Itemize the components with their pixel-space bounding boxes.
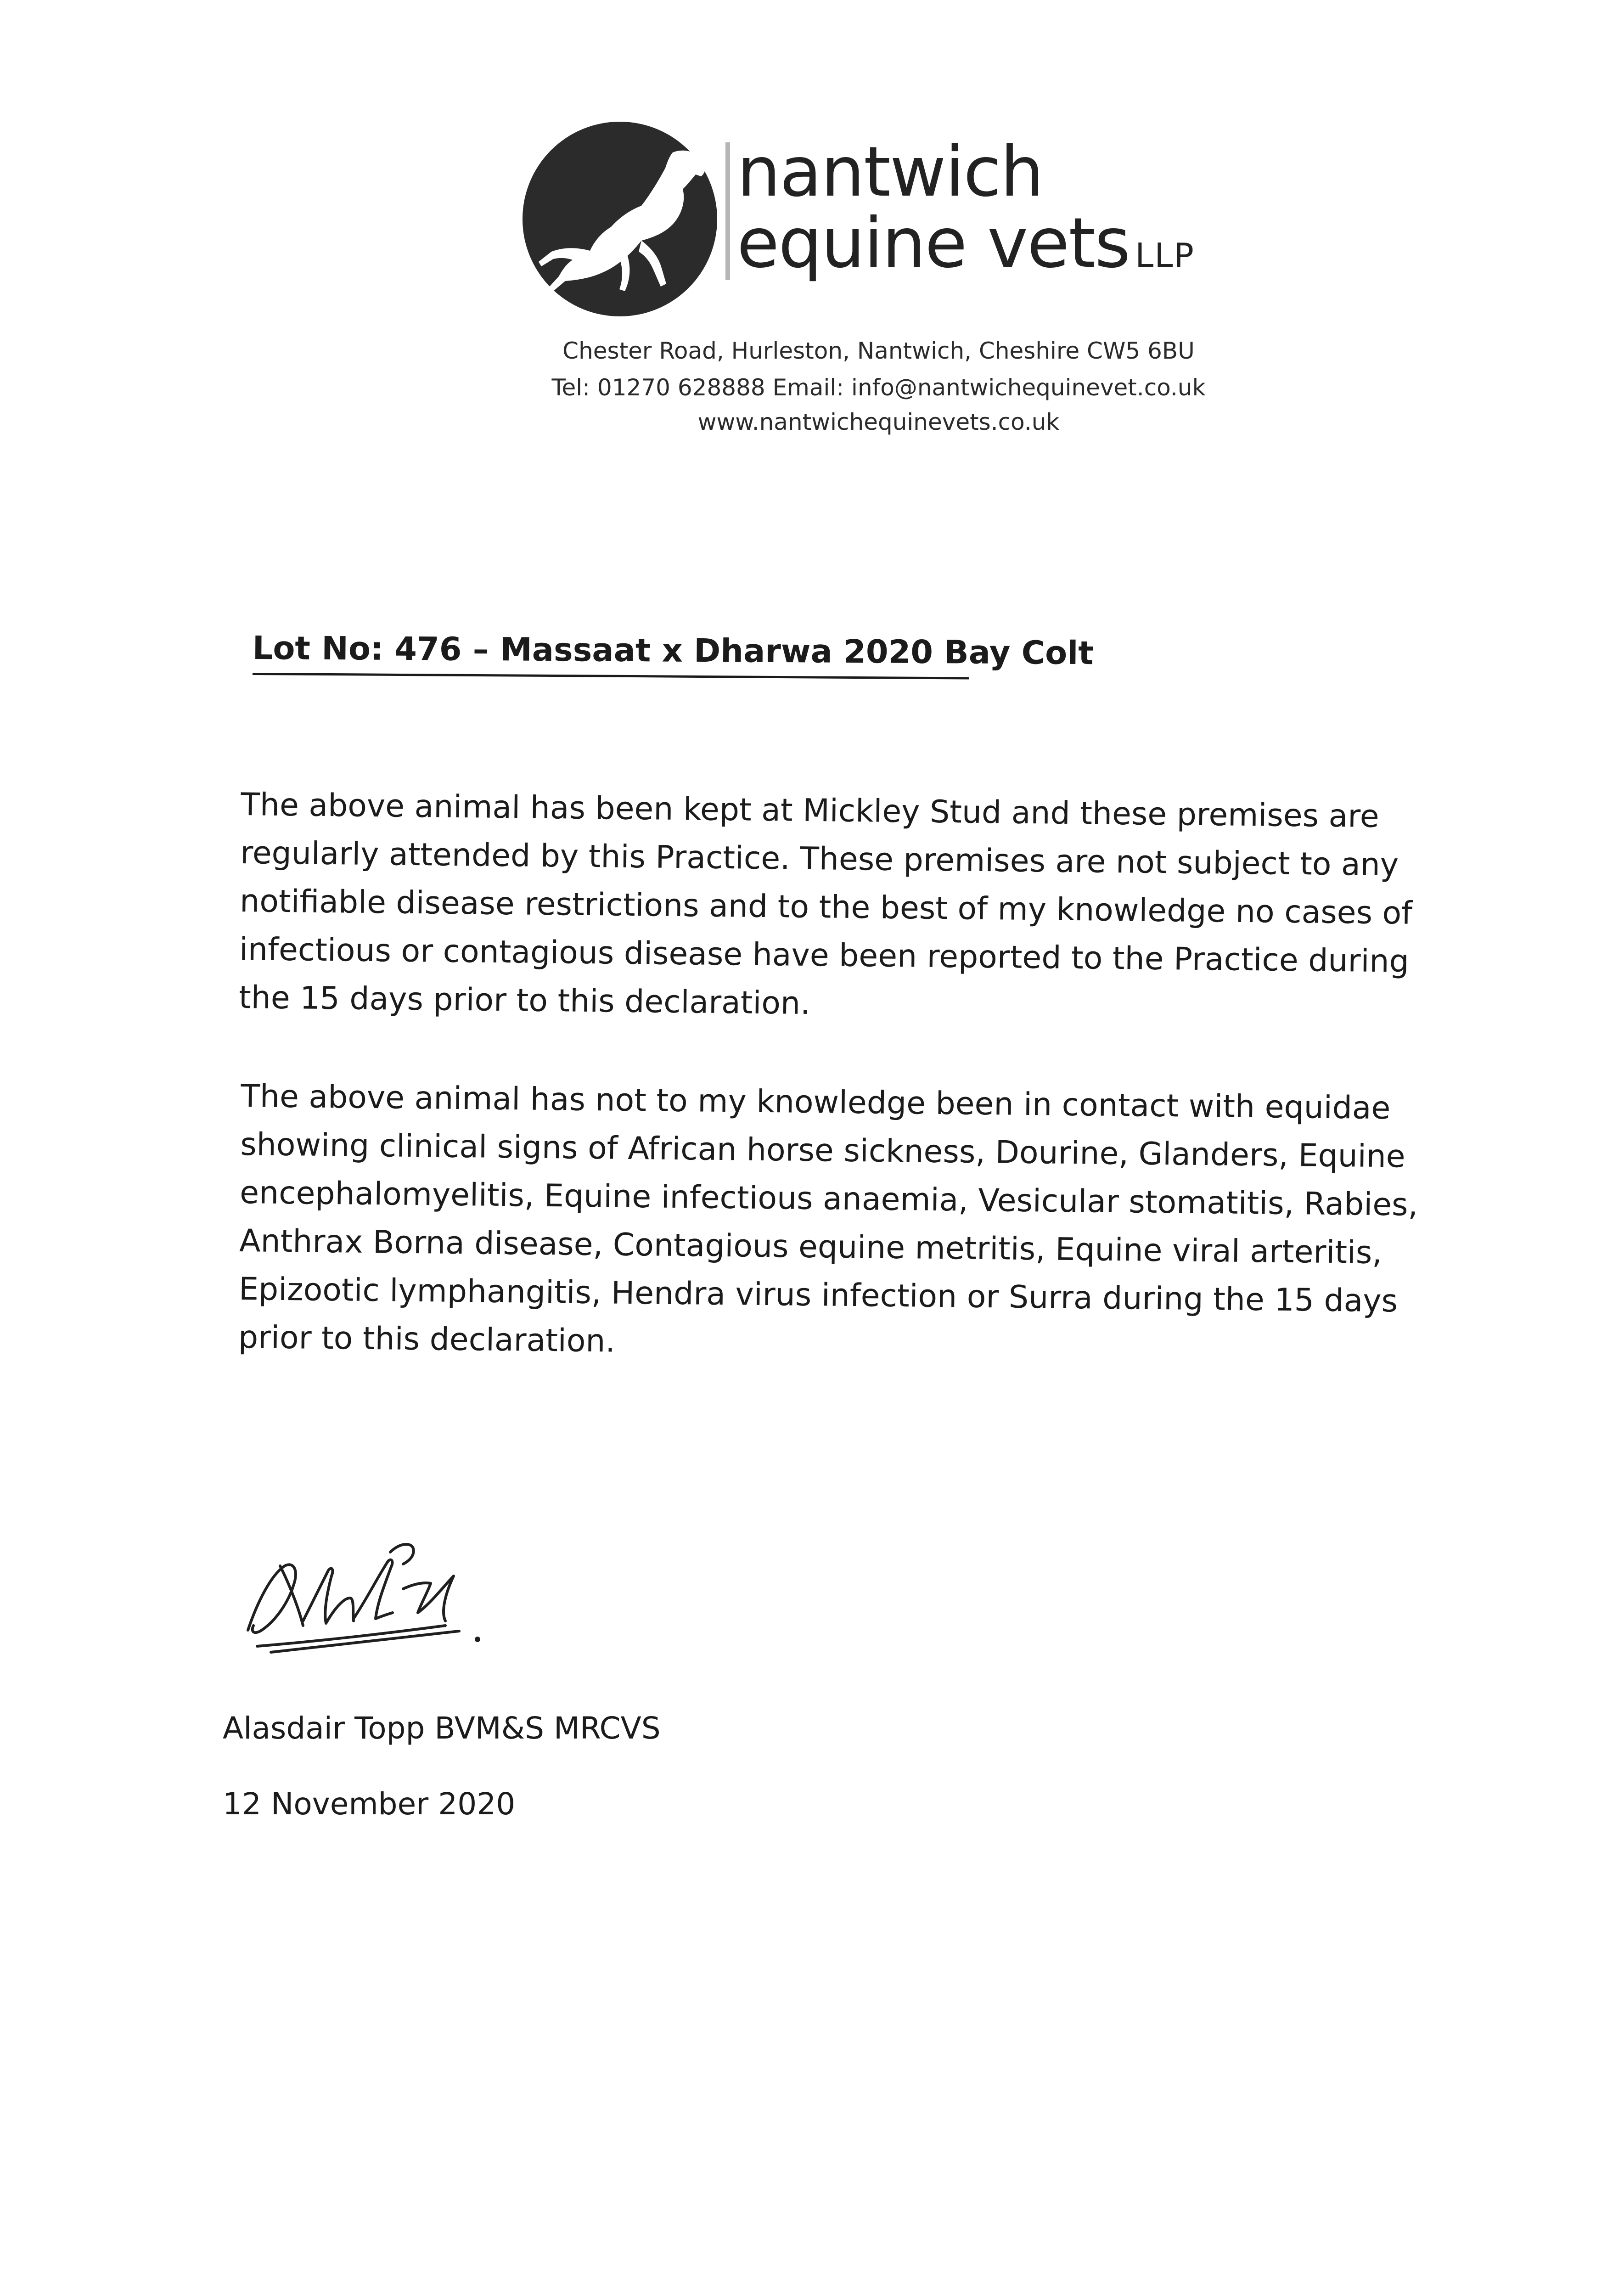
brand-tagline [737, 203, 1195, 283]
brand-tagline-text: equine vets [737, 203, 1130, 283]
lot-heading: Lot No: 476 – Massaat x Dharwa 2020 Bay Colt [252, 629, 1094, 672]
address-line: Chester Road, Hurleston, Nantwich, Cheshire CW5 6BU [562, 338, 1195, 364]
declaration-paragraph-2: The above animal has not to my knowledge been in contact with equidae showing clinical signs of African horse sickness, Dourine, Glanders, Equine encephalomyelitis, Equine infectious anaemia, Vesicular stomatitis, Rabies, Anthrax Borna disease, Contagious equine metritis, Equine viral arteritis, Epizootic lymphangitis, Hendra virus infection or Surra during the 15 days prior to this declaration. [238, 1078, 1418, 1360]
leaping-horse-icon [521, 120, 719, 318]
website-line: www.nantwichequinevets.co.uk [697, 409, 1060, 435]
brand-name: nantwich [737, 132, 1043, 212]
heading-underline [253, 673, 969, 680]
contact-line: Tel: 01270 628888 Email: info@nantwichequinevet.co.uk [551, 374, 1206, 401]
logo-divider [725, 142, 730, 280]
brand-suffix: LLP [1135, 236, 1195, 275]
handwritten-signature [230, 1534, 514, 1662]
signatory-name: Alasdair Topp BVM&S MRCVS [223, 1711, 661, 1746]
signature-date: 12 November 2020 [223, 1786, 516, 1822]
declaration-paragraph-1: The above animal has been kept at Mickley Stud and these premises are regularly attended by this Practice. These premises are not subject to any notifiable disease restrictions and to the best of my knowledge no cases of infectious or contagious disease have been reported to the Practice during the 15 days prior to this declaration. [238, 786, 1413, 1022]
